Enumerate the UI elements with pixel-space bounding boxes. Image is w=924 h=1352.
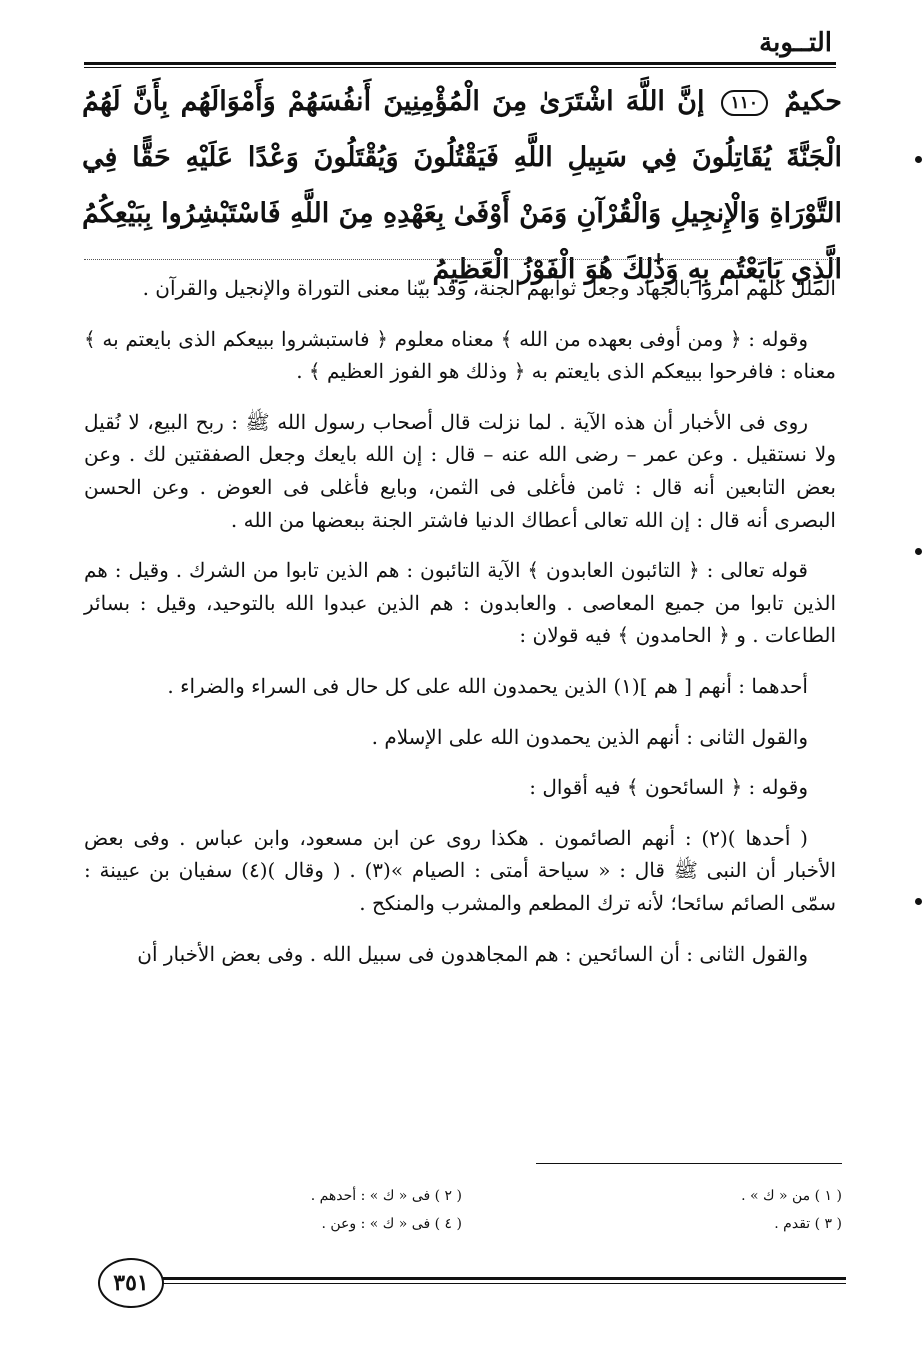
verse-prefix: حكيمٌ: [784, 86, 842, 117]
running-header-title: التــوبة: [759, 28, 832, 58]
footnote-rule: [536, 1163, 842, 1164]
footer-rule-thick: [160, 1277, 846, 1280]
ayah-number-marker: ١١٠: [721, 90, 768, 116]
footnote-1: ( ١ ) من « ك » .: [741, 1188, 842, 1204]
footnote-2: ( ٢ ) فى « ك » : أحدهم .: [310, 1188, 462, 1204]
binder-hole-dot: [915, 898, 922, 905]
paragraph: والقول الثانى : أن السائحين : هم المجاهدون فى سبيل الله . وفى بعض الأخبار أن: [137, 941, 808, 966]
binder-hole-dot: [915, 156, 922, 163]
paragraph: وقوله : ﴿ ومن أوفى بعهده من الله ﴾ معناه معلوم ﴿ فاستبشروا ببيعكم الذى بايعتم به ﴾ معناه : فافرحوا ببيعكم الذى بايعتم به ﴿ وذلك هو الفوز العظيم ﴾ .: [84, 326, 836, 384]
footer-rule-thin: [160, 1283, 846, 1284]
footnote-row: [82, 1210, 842, 1238]
footnote-3: ( ٣ ) تقدم .: [774, 1216, 842, 1232]
paragraph: أحدهما : أنهم [ هم ](١) الذين يحمدون الله على كل حال فى السراء والضراء .: [167, 673, 808, 698]
footnote-4: ( ٤ ) فى « ك » : وعن .: [321, 1216, 462, 1232]
header-rule-thick: [84, 62, 836, 65]
quran-verse-block: [82, 74, 842, 298]
page-number: ٣٥١: [98, 1258, 164, 1308]
verse-text: إنَّ اللَّهَ اشْتَرَىٰ مِنَ الْمُؤْمِنِينَ أَنفُسَهُمْ وَأَمْوَالَهُم بِأَنَّ لَهُمُ الْجَنَّةَ يُقَاتِلُونَ فِي سَبِيلِ اللَّهِ فَيَقْتُلُونَ وَيُقْتَلُونَ وَعْدًا عَلَيْهِ حَقًّا فِي التَّوْرَاةِ وَالْإِنجِيلِ وَالْقُرْآنِ وَمَنْ أَوْفَىٰ بِعَهْدِهِ مِنَ اللَّهِ فَاسْتَبْشِرُوا بِبَيْعِكُمُ الَّذِي بَايَعْتُم بِهِ وَذَٰلِكَ هُوَ الْفَوْزُ الْعَظِيمُ: [82, 86, 842, 285]
header-rule-thin: [84, 67, 836, 68]
paragraph: وقوله : ﴿ السائحون ﴾ فيه أقوال :: [529, 775, 808, 800]
commentary-body: [84, 272, 836, 980]
verse-separator: [84, 259, 836, 260]
footnotes: [82, 1182, 842, 1238]
binder-hole-dot: [915, 548, 922, 555]
paragraph: روى فى الأخبار أن هذه الآية . لما نزلت قال أصحاب رسول الله ﷺ : ربح البيع، لا نُقيل ولا نستقيل . وعن عمر – رضى الله عنه – قال : إن الله بايعك وجعل الصفقتين لك . وعن بعض التابعين أنه قال : ثامن فأغلى فى الثمن، وبايع فأغلى فى العوض . وعن الحسن البصرى أنه قال : إن الله تعالى أعطاك الدنيا فاشتر الجنة ببعضها من الله .: [84, 409, 836, 532]
paragraph: الملل كلهم أمروا بالجهاد وجعل ثوابهم الجنة، وقد بيّنا معنى التوراة والإنجيل والقرآن .: [142, 276, 836, 300]
paragraph: ( أحدها )(٢) : أنهم الصائمون . هكذا روى عن ابن مسعود، وابن عباس . وفى بعض الأخبار أن النبى ﷺ قال : « سياحة أمتى : الصيام »(٣) . ( وقال )(٤) سفيان بن عيينة : سمّى الصائم سائحا؛ لأنه ترك المطعم والمشرب والمنكح .: [84, 825, 837, 915]
paragraph: والقول الثانى : أنهم الذين يحمدون الله على الإسلام .: [371, 724, 808, 749]
paragraph: قوله تعالى : ﴿ التائبون العابدون ﴾ الآية التائبون : هم الذين تابوا من الشرك . وقيل : هم الذين تابوا من جميع المعاصى . والعابدون : هم الذين عبدوا الله بالتوحيد، وقيل : بسائر الطاعات . و ﴿ الحامدون ﴾ فيه قولان :: [84, 558, 836, 648]
footnote-row: [82, 1182, 842, 1210]
